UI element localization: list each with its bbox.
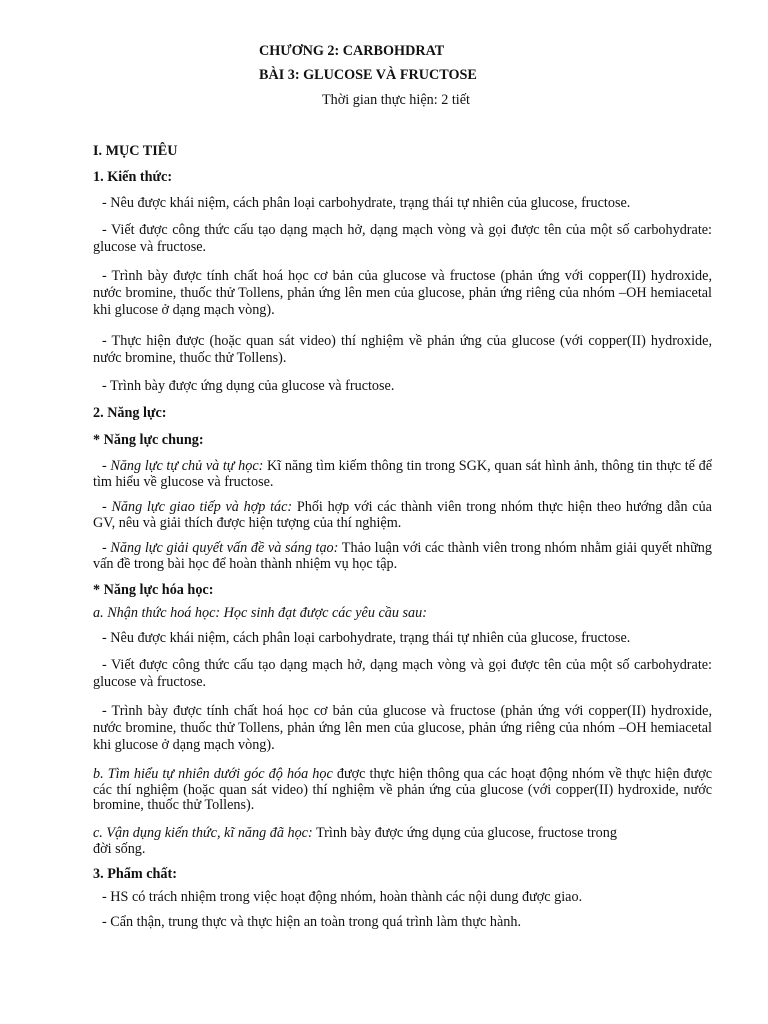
quality-item: - Cẩn thận, trung thực và thực hiện an toàn trong quá trình làm thực hành. bbox=[102, 914, 522, 930]
chem-competency-heading: * Năng lực hóa học: bbox=[93, 582, 214, 598]
quality-item: - HS có trách nhiệm trong việc hoạt động nhóm, hoàn thành các nội dung được giao. bbox=[102, 889, 583, 905]
chem-c-paragraph: c. Vận dụng kiến thức, kĩ năng đã học: Trình bày được ứng dụng của glucose, fructose trong bbox=[93, 825, 617, 841]
lesson-title: BÀI 3: GLUCOSE VÀ FRUCTOSE bbox=[259, 67, 477, 83]
chem-b-paragraph: b. Tìm hiểu tự nhiên dưới góc độ hóa học được thực hiện thông qua các hoạt động nhóm về thực hiện được các thí nghiệm (hoặc quan sát video) thí nghiệm về phản ứng của glucose (với copper(II) hydroxide, nước bromine, thuốc thử Tollens). bbox=[93, 766, 712, 813]
general-competency-item: - Năng lực giao tiếp và hợp tác: Phối hợp với các thành viên trong nhóm thực hiện theo hướng dẫn của GV, nêu và giải thích được hiện tượng của thí nghiệm. bbox=[93, 499, 712, 531]
chem-a-item: - Viết được công thức cấu tạo dạng mạch hở, dạng mạch vòng và gọi được tên của một số carbohydrate: glucose và fructose. bbox=[93, 657, 712, 690]
general-competency-item: - Năng lực tự chủ và tự học: Kĩ năng tìm kiếm thông tin trong SGK, quan sát hình ảnh, thông tin thực tế để tìm hiểu về glucose và fructose. bbox=[93, 458, 712, 490]
chapter-title: CHƯƠNG 2: CARBOHDRAT bbox=[259, 43, 445, 59]
knowledge-item: - Thực hiện được (hoặc quan sát video) thí nghiệm về phản ứng của glucose (với copper(II) hydroxide, nước bromine, thuốc thử Tollens). bbox=[93, 333, 712, 366]
duration-line: Thời gian thực hiện: 2 tiết bbox=[322, 92, 470, 108]
knowledge-item: - Trình bày được tính chất hoá học cơ bản của glucose và fructose (phản ứng với copper(II) hydroxide, nước bromine, thuốc thử Tollens, phản ứng lên men của glucose, phản ứng riêng của nhóm –OH hemiacetal khi glucose ở dạng mạch vòng). bbox=[93, 268, 712, 318]
chem-c-paragraph-cont: đời sống. bbox=[93, 841, 146, 857]
chem-a-item: - Nêu được khái niệm, cách phân loại carbohydrate, trạng thái tự nhiên của glucose, fructose. bbox=[102, 630, 631, 646]
general-competency-item: - Năng lực giải quyết vấn đề và sáng tạo: Thảo luận với các thành viên trong nhóm nhằm giải quyết những vấn đề trong bài học để hoàn thành nhiệm vụ học tập. bbox=[93, 540, 712, 572]
knowledge-item: - Nêu được khái niệm, cách phân loại carbohydrate, trạng thái tự nhiên của glucose, fructose. bbox=[102, 195, 631, 211]
general-competency-heading: * Năng lực chung: bbox=[93, 432, 204, 448]
chem-a-heading: a. Nhận thức hoá học: Học sinh đạt được các yêu cầu sau: bbox=[93, 605, 427, 621]
knowledge-item: - Viết được công thức cấu tạo dạng mạch hở, dạng mạch vòng và gọi được tên của một số carbohydrate: glucose và fructose. bbox=[93, 222, 712, 255]
chem-a-item: - Trình bày được tính chất hoá học cơ bản của glucose và fructose (phản ứng với copper(II) hydroxide, nước bromine, thuốc thử Tollens, phản ứng lên men của glucose, phản ứng riêng của nhóm –OH hemiacetal khi glucose ở dạng mạch vòng). bbox=[93, 703, 712, 753]
section-objectives-title: I. MỤC TIÊU bbox=[93, 143, 178, 159]
competency-heading: 2. Năng lực: bbox=[93, 405, 167, 421]
knowledge-heading: 1. Kiến thức: bbox=[93, 169, 173, 185]
quality-heading: 3. Phẩm chất: bbox=[93, 866, 177, 882]
knowledge-item: - Trình bày được ứng dụng của glucose và fructose. bbox=[102, 378, 395, 394]
